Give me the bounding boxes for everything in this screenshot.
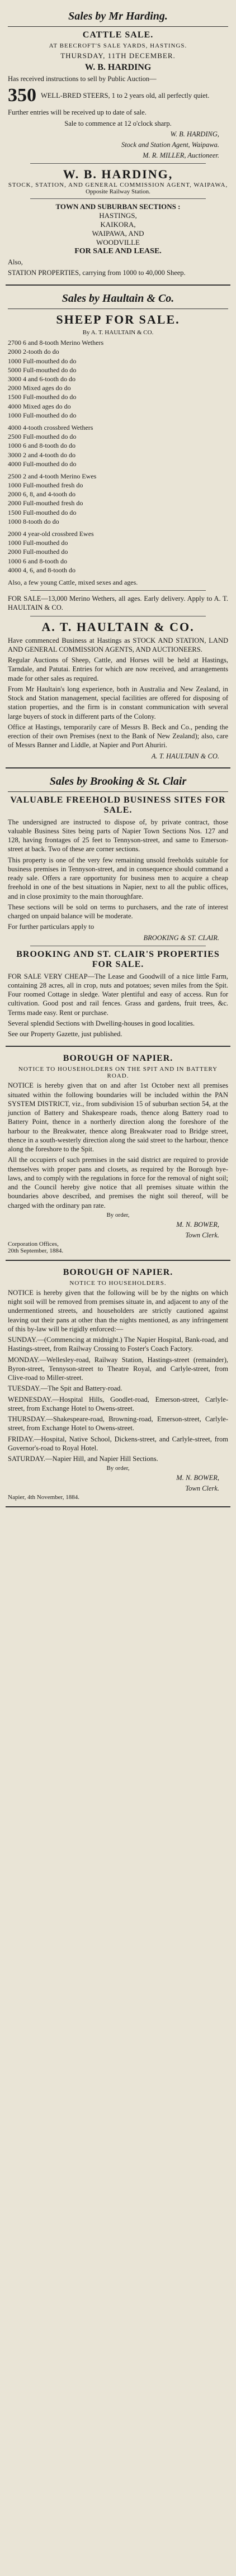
firm-address: Opposite Railway Station. — [86, 188, 150, 195]
date: 20th September, 1884. — [8, 1247, 64, 1254]
also: Also, — [8, 258, 23, 266]
stock-item: 1000 6 and 8-tooth do — [8, 557, 67, 565]
ad-body: This property is one of the very few remaining unsold freeholds suitable for business premises in Tennyson-street, and in consequence should command a ready sale. Offers a rare opportunity for business men to acquire a cheap freehold in one of the best situations in Napier, next to all the public offices, and in close proximity to the main thoroughfare. — [8, 856, 228, 900]
ad-body: These sections will be sold on terms to purchasers, and the rate of interest charged on unpaid balance will be moderate. — [8, 903, 228, 921]
town-item: KAIKORA, — [100, 220, 136, 229]
firm-name: W. B. HARDING, — [63, 167, 173, 181]
stock-item: 1500 Full-mouthed do do — [8, 393, 77, 401]
stock-item: 2500 Full-mouthed do do — [8, 433, 77, 441]
schedule-item: THURSDAY.—Shakespeare-road, Browning-road, Emerson-street, Carlyle-street, from Exchange Hotel to Owens-street. — [8, 1415, 228, 1432]
schedule-item: MONDAY.—Wellesley-road, Railway Station, Hastings-street (remainder), Byron-street, Tennyson-street to Theatre Royal, and Carlyle-street, from Clive-road to Miller-street. — [8, 1355, 228, 1382]
schedule-item: FRIDAY.—Hospital, Native School, Dickens-street, and Carlyle-street, from Governor's-road to Royal Hotel. — [8, 1435, 228, 1452]
ad-title: BOROUGH OF NAPIER. — [63, 1054, 173, 1064]
stock-item: 4000 4-tooth crossbred Wethers — [8, 423, 93, 431]
town-list — [8, 211, 228, 247]
stock-item: 2000 Full-mouthed do — [8, 548, 68, 556]
stock-count: 350 — [8, 85, 36, 106]
signature: M. R. MILLER, Auctioneer. — [143, 151, 219, 159]
ad-body: The undersigned are instructed to dispose of, by private contract, those valuable Business Sites being parts of Napier Town Sections Nos. 127 and 128, having frontages of 25 feet to Tennyson-street, and same to Emerson-street at back. Two of these are corner sections. — [8, 818, 228, 853]
stock-item: 3000 4 and 6-tooth do do — [8, 375, 75, 383]
divider — [30, 590, 206, 591]
town-title: TOWN AND SUBURBAN SECTIONS : — [55, 202, 181, 211]
ad-title: SHEEP FOR SALE. — [56, 312, 180, 327]
by-order: By order, — [106, 1211, 130, 1218]
ad-body: NOTICE is hereby given that the following will be by the nights on which night soil will be removed from premises situate in, and adjacent to any of the undermentioned streets, and householders are strictly cautioned against leaving out their pans at other than the nights mentioned, as any infringement of this by-law will be rigidly enforced:— — [8, 1288, 228, 1333]
napier-notice-1 — [6, 1047, 230, 1261]
for-sale: FOR SALE AND LEASE. — [74, 246, 162, 255]
ad-body: Have commenced Business at Hastings as STOCK AND STATION, LAND AND GENERAL COMMISSION AGENTS, AND AUCTIONEERS. — [8, 636, 228, 653]
ad-banner: Sales by Haultain & Co. — [8, 290, 228, 309]
stock-item: 2000 6, 8, and 4-tooth do — [8, 490, 75, 499]
ad-banner: Sales by Brooking & St. Clair — [8, 773, 228, 792]
ad-body: Office at Hastings, temporarily care of Messrs B. Beck and Co., pending the erection of their own Premises (next to the Bank of New Zealand); also, care of Messrs Banner and Liddle, at Napier and Port Ahuriri. — [8, 723, 228, 749]
stock-item: 2700 6 and 8-tooth Merino Wethers — [8, 339, 104, 347]
stock-item: 2000 4 year-old crossbred Ewes — [8, 530, 94, 538]
divider — [30, 163, 206, 164]
stock-item: 2000 2-tooth do do — [8, 348, 59, 356]
place: Corporation Offices, — [8, 1240, 59, 1247]
ad-banner: Sales by Mr Harding. — [8, 8, 228, 27]
stock-item: 4000 Mixed ages do do — [8, 402, 71, 410]
ad-body: From Mr Haultain's long experience, both in Australia and New Zealand, in Stock and Station management, special facilities are offered for disposing of station properties, and the firm is in constant communication with several large buyers of stock in different parts of the Colony. — [8, 685, 228, 720]
ad-title: VALUABLE FREEHOLD BUSINESS SITES FOR SALE. — [10, 795, 226, 815]
napier-notice-2 — [6, 1261, 230, 1508]
ad-body: NOTICE is hereby given that on and after 1st October next all premises situated within the following boundaries will be included within the PAN SYSTEM DISTRICT, viz., from subdivision 15 of suburban section 54, at the junction of Battery and Shakespeare roads, thence along Battery road to Battery Point, thence in a northerly direction along the foreshore of the harbour to the Breakwater, thence along Breakwater road to Bridge street, thence in a south-westerly direction along the said street to the harbour, thence along the foreshore to the Spit. — [8, 1081, 228, 1154]
town-item: WAIPAWA, AND — [92, 229, 144, 238]
signature: Town Clerk. — [185, 1231, 219, 1239]
firm-name: BROOKING AND ST. CLAIR'S PROPERTIES FOR SALE. — [16, 949, 220, 969]
stock-item: 1000 Full-mouthed do do — [8, 357, 77, 365]
signature: M. N. BOWER, — [176, 1220, 219, 1228]
divider — [30, 198, 206, 199]
ad-by: By A. T. HAULTAIN & CO. — [82, 329, 154, 336]
ad-body: Further entries will be received up to date of sale. — [8, 108, 147, 117]
signature: M. N. BOWER, — [176, 1474, 219, 1482]
signature: Stock and Station Agent, Waipawa. — [121, 140, 219, 149]
schedule-item: WEDNESDAY.—Hospital Hills, Goodlet-road, Emerson-street, Carlyle-street, from Exchange Hotel to Owens-street. — [8, 1395, 228, 1412]
ad-body: Sale to commence at 12 o'clock sharp. — [64, 119, 172, 127]
stock-item: 4000 Full-mouthed do do — [8, 459, 77, 468]
stock-item: Also, a few young Cattle, mixed sexes and ages. — [8, 578, 138, 586]
signature: W. B. HARDING, — [170, 130, 219, 138]
schedule-list — [8, 1335, 228, 1463]
auctioneer-name: W. B. HARDING — [84, 63, 152, 72]
stock-item: 2000 Mixed ages do do — [8, 384, 71, 392]
station-props: STATION PROPERTIES, carrying from 1000 to 40,000 Sheep. — [8, 269, 186, 277]
ad-location: AT BEECROFT'S SALE YARDS, HASTINGS. — [49, 42, 187, 49]
town-item: WOODVILLE — [96, 238, 140, 246]
harding-ad — [6, 3, 230, 286]
schedule-item: SATURDAY.—Napier Hill, and Napier Hill Sections. — [8, 1455, 158, 1463]
newspaper-page — [6, 0, 230, 1511]
ad-title: CATTLE SALE. — [82, 30, 154, 40]
ad-body: FOR SALE—13,000 Merino Wethers, all ages. Early delivery. Apply to A. T. HAULTAIN & CO. — [8, 595, 228, 612]
stock-item: 2500 2 and 4-tooth Merino Ewes — [8, 472, 97, 480]
schedule-item: SUNDAY.—(Commencing at midnight.) The Napier Hospital, Bank-road, and Hastings-street, from Railway Crossing to Foster's Coach Factory. — [8, 1336, 228, 1353]
firm-name: A. T. HAULTAIN & CO. — [41, 619, 195, 634]
stock-item: 1500 Full-mouthed do do — [8, 508, 77, 516]
stock-item: 1000 Full-mouthed do — [8, 539, 68, 547]
signature: Town Clerk. — [185, 1484, 219, 1493]
schedule-item: TUESDAY.—The Spit and Battery-road. — [8, 1384, 122, 1393]
haultain-ad — [6, 286, 230, 768]
stock-list — [8, 338, 228, 587]
stock-item: 1000 Full-mouthed fresh do — [8, 481, 83, 490]
ad-body: WELL-BRED STEERS, 1 to 2 years old, all perfectly quiet. — [41, 92, 210, 100]
ad-subtitle: NOTICE TO HOUSEHOLDERS ON THE SPIT AND IN BATTERY ROAD. — [18, 1066, 218, 1080]
ad-body: See our Property Gazette, just published. — [8, 1030, 122, 1038]
ad-date: THURSDAY, 11TH DECEMBER. — [60, 51, 176, 60]
ad-body: Several splendid Sections with Dwelling-houses in good localities. — [8, 1019, 195, 1027]
date: Napier, 4th November, 1884. — [8, 1494, 80, 1501]
stock-item: 2000 Full-mouthed fresh do — [8, 499, 83, 507]
stock-item: 5000 Full-mouthed do do — [8, 366, 77, 374]
stock-item: 1000 8-tooth do do — [8, 517, 59, 525]
ad-body: For further particulars apply to — [8, 923, 95, 931]
stock-item: 3000 2 and 4-tooth do do — [8, 450, 75, 459]
signature: A. T. HAULTAIN & CO. — [151, 752, 219, 760]
firm-desc: STOCK, STATION, AND GENERAL COMMISSION AGENT, WAIPAWA, — [8, 181, 228, 188]
stock-item: 4000 4, 6, and 8-tooth do — [8, 566, 75, 574]
ad-body: Has received instructions to sell by Public Auction— — [8, 75, 157, 83]
ad-subtitle: NOTICE TO HOUSEHOLDERS. — [69, 1279, 167, 1287]
ad-body: All the occupiers of such premises in the said district are required to provide themselves with proper pans and closets, as required by the Borough bye-laws, and to comply with the regulations in force for the removal of night soil; and the Council hereby give notice that all premises situate within the boundaries above described, and premises the night soil thereof, will be charged with the ordinary pan rate. — [8, 1156, 228, 1209]
stock-item: 1000 6 and 8-tooth do do — [8, 442, 75, 450]
town-item: HASTINGS, — [99, 211, 137, 220]
brooking-ad — [6, 768, 230, 1047]
ad-body: FOR SALE VERY CHEAP—The Lease and Goodwill of a nice little Farm, containing 28 acres, all in crop, nuts and potatoes; seven miles from the Spit. Four roomed Cottage in sledge. Water plentiful and easy of access. Run for cultivation. Good post and rail fences. Grass and gardens, fruit trees, &c. Terms made easy. Rent or purchase. — [8, 972, 228, 1017]
stock-item: 1000 Full-mouthed do do — [8, 411, 77, 419]
ad-body: Regular Auctions of Sheep, Cattle, and Horses will be held at Hastings, Tarndale, and Patutai. Entries for which are now received, and arrangements made for other sales as required. — [8, 656, 228, 682]
signature: BROOKING & ST. CLAIR. — [143, 933, 219, 942]
ad-title: BOROUGH OF NAPIER. — [63, 1267, 173, 1277]
by-order: By order, — [106, 1465, 130, 1472]
